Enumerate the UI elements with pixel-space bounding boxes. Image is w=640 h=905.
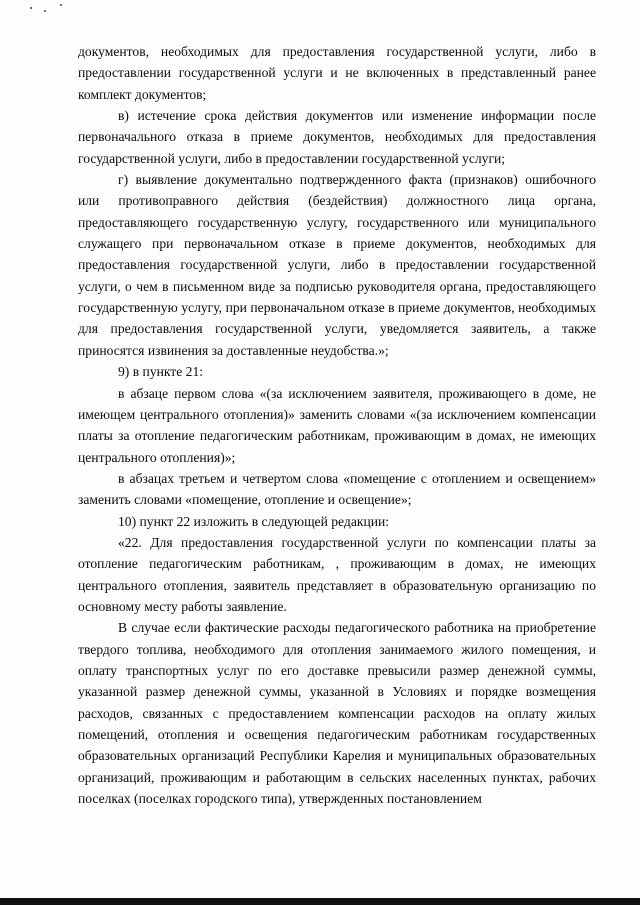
scan-speck xyxy=(60,4,62,6)
scan-bottom-edge xyxy=(0,898,640,905)
document-body xyxy=(78,41,596,809)
scan-artifacts xyxy=(30,4,90,14)
scan-speck xyxy=(30,7,32,9)
scan-speck xyxy=(44,10,46,12)
paragraph-point-10: 10) пункт 22 изложить в следующей редакции: xyxy=(118,513,390,529)
paragraph-item-v: в) истечение срока действия документов или изменение информации после первоначального отказа в приеме документов, необходимых для предоставления государственной услуги, либо в предоставлении государственной услуги; xyxy=(78,108,596,166)
paragraph-continuation: документов, необходимых для предоставления государственной услуги, либо в предоставлении государственной услуги и не включенных в представленный ранее комплект документов; xyxy=(78,44,596,102)
paragraph-abzac-first: в абзаце первом слова «(за исключением заявителя, проживающего в доме, не имеющем центрального отопления)» заменить словами «(за исключением компенсации платы за отопление педагогическим работникам, проживающим в домах, не имеющих центрального отопления)»; xyxy=(78,385,596,465)
paragraph-point-9: 9) в пункте 21: xyxy=(118,364,204,380)
paragraph-item-g: г) выявление документально подтвержденного факта (признаков) ошибочного или противоправного действия (бездействия) должностного лица органа, предоставляющего государственную услугу, государственного или муниципального служащего при первоначальном отказе в приеме документов, необходимых для предоставления государственной услуги, либо в предоставлении государственной услуги, о чем в письменном виде за подписью руководителя органа, предоставляющего государственную услугу, при первоначальном отказе в приеме документов, необходимых для предоставления государственной услуги, уведомляется заявитель, а также приносятся извинения за доставленные неудобства.»; xyxy=(78,172,596,358)
paragraph-point-22: «22. Для предоставления государственной услуги по компенсации платы за отопление педагогическим работникам, , проживающим в домах, не имеющих центрального отопления, заявитель представляет в образовательную организацию по основному месту работы заявление. xyxy=(78,534,596,614)
paragraph-abzac-third-fourth: в абзацах третьем и четвертом слова «помещение с отоплением и освещением» заменить словами «помещение, отопление и освещение»; xyxy=(78,470,596,508)
paragraph-expenses: В случае если фактические расходы педагогического работника на приобретение твердого топлива, необходимого для отопления занимаемого жилого помещения, и оплату транспортных услуг по его доставке превысили размер денежной суммы, указанной размер денежной суммы, указанной в Условиях и порядке возмещения расходов, связанных с предоставлением компенсации расходов на оплату жилых помещений, отопления и освещения педагогическим работникам государственных образовательных организаций Республики Карелия и муниципальных образовательных организаций, проживающим и работающим в сельских населенных пунктах, рабочих поселках (поселках городского типа), утвержденных постановлением xyxy=(78,620,596,807)
